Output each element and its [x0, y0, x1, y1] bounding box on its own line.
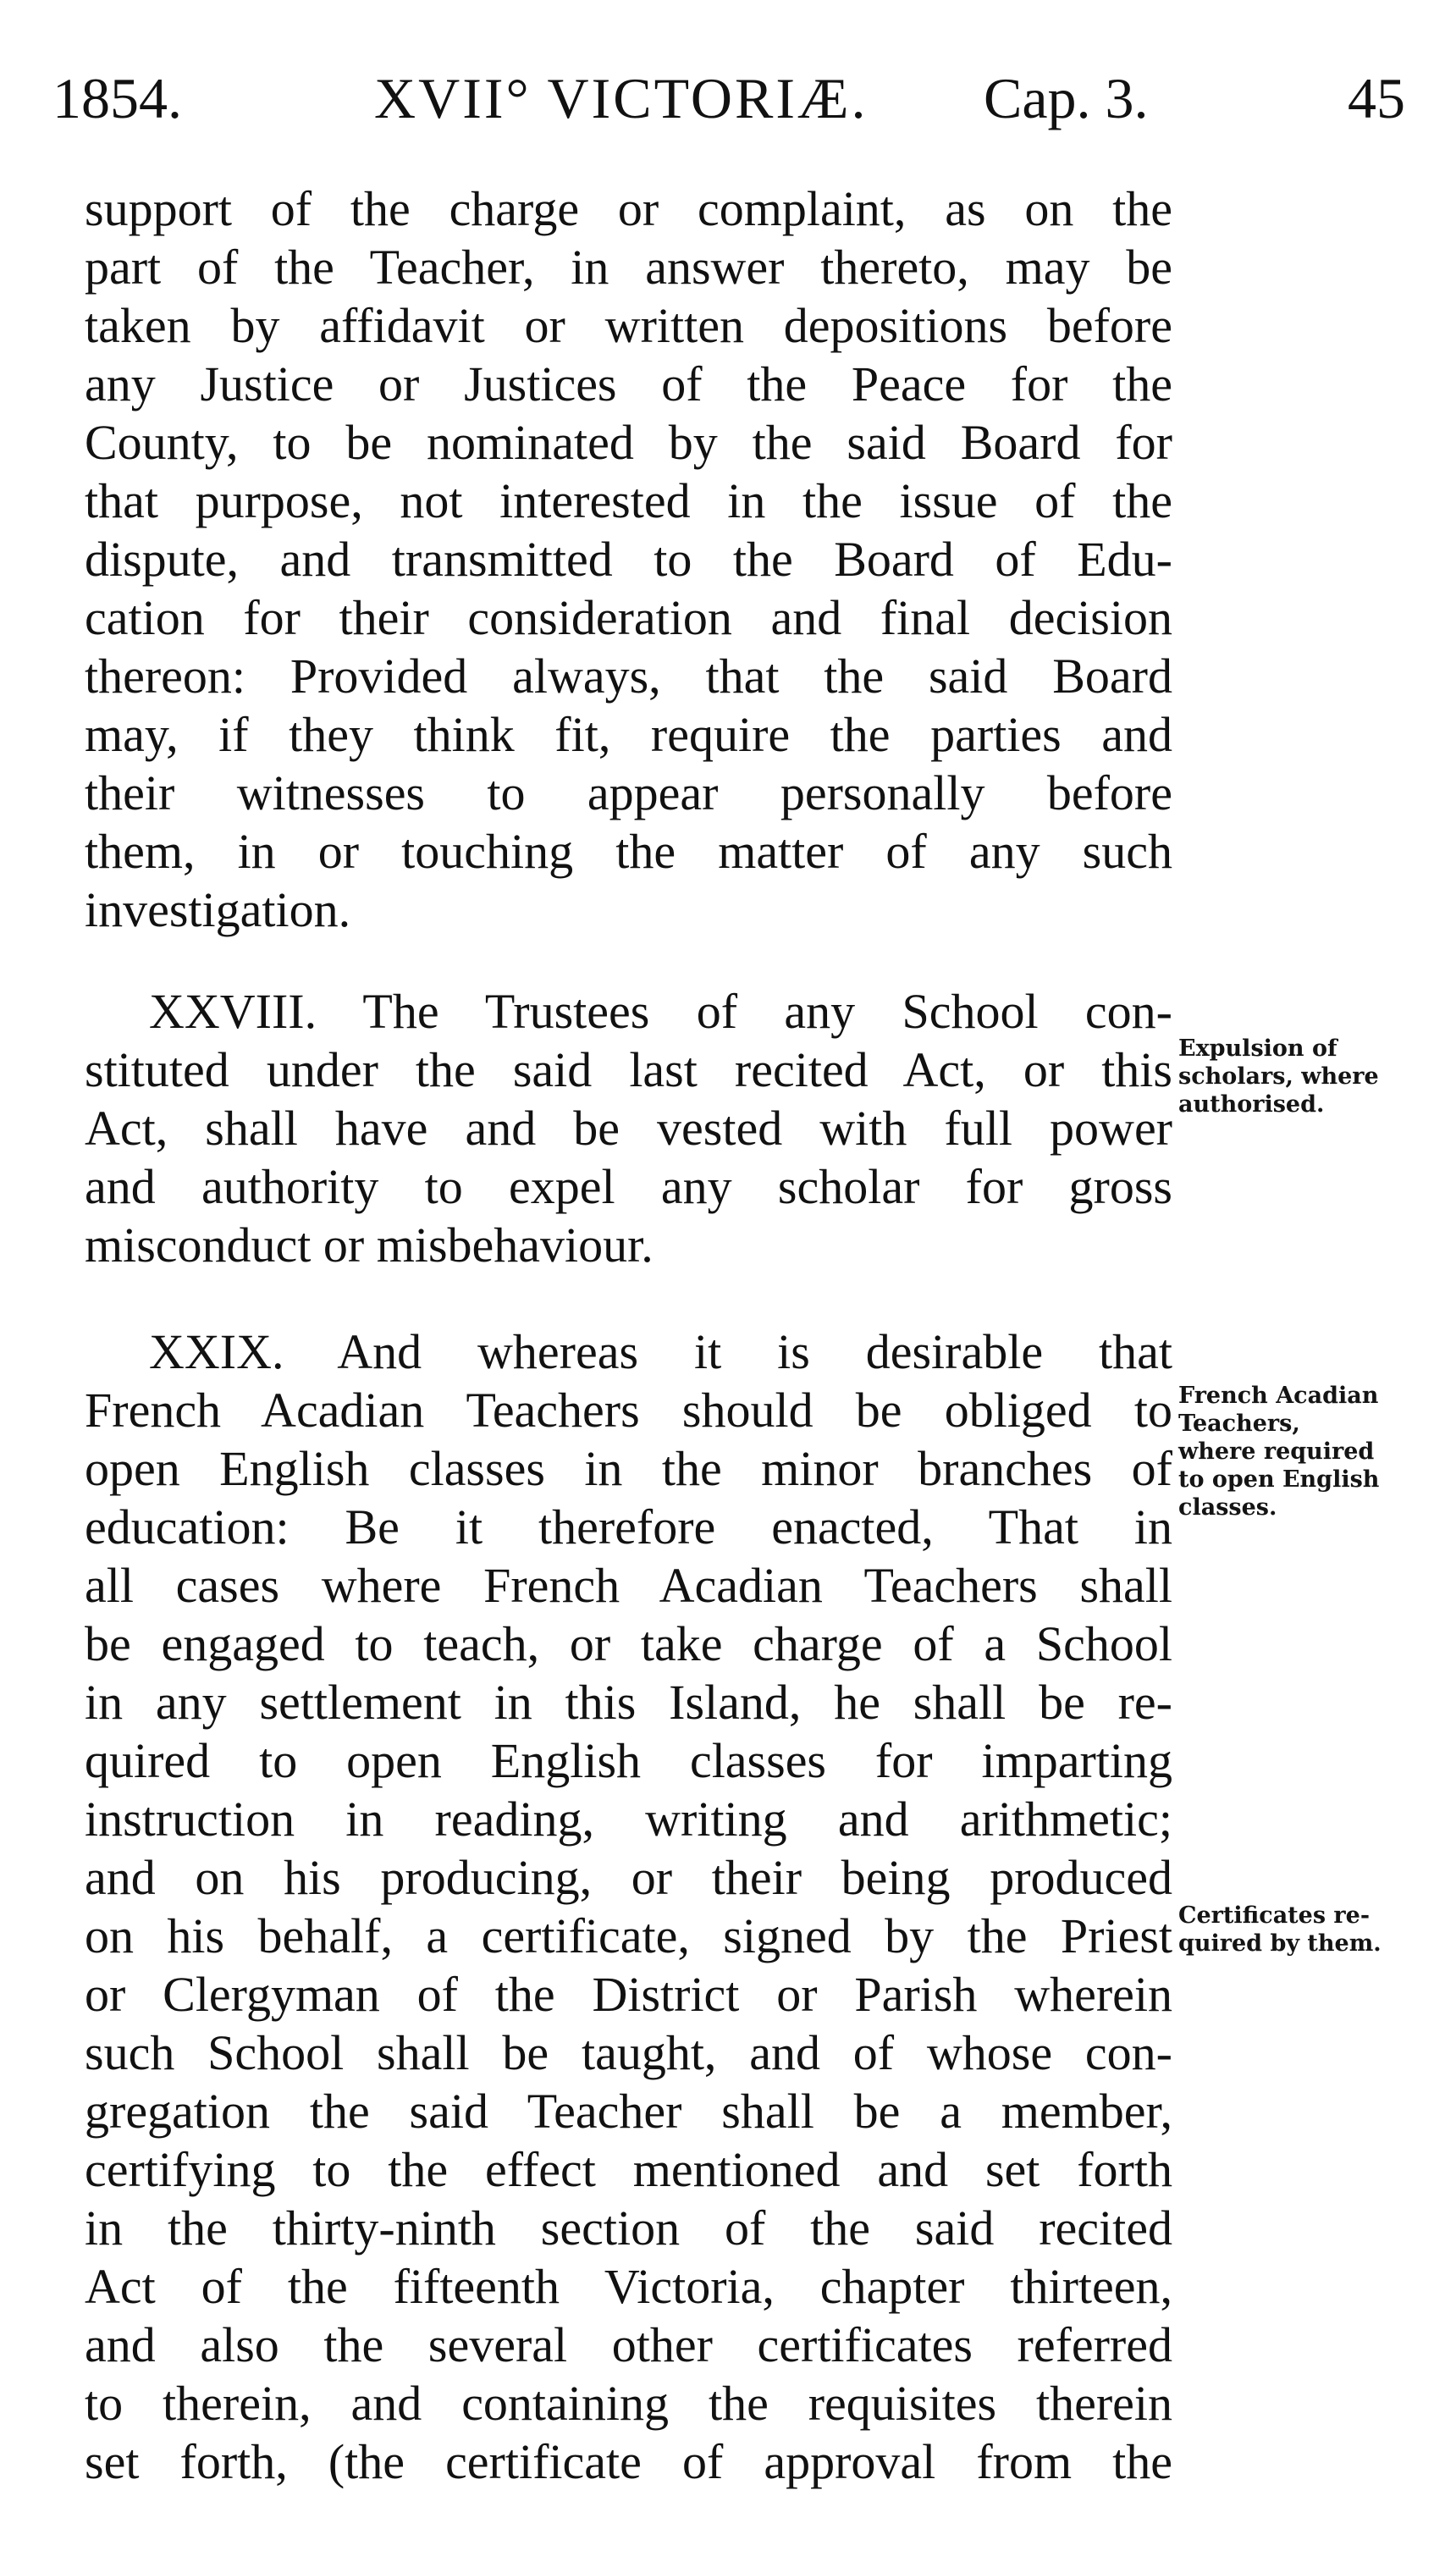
- header-title: XVII° VICTORIÆ.: [374, 66, 869, 130]
- text-line: XXIX. And whereas it is desirable that: [149, 1324, 1172, 1379]
- section-xxviii: [85, 982, 1172, 1274]
- text-line: and authority to expel any scholar for gross: [85, 1159, 1172, 1214]
- text-line: misconduct or misbehaviour.: [85, 1218, 654, 1273]
- margin-note-expulsion: [1178, 1035, 1441, 1118]
- text-line: gregation the said Teacher shall be a member,: [85, 2084, 1172, 2139]
- text-line: all cases where French Acadian Teachers shall: [85, 1558, 1172, 1613]
- margin-note-line: Certificates re-: [1178, 1902, 1371, 1929]
- margin-note-line: authorised.: [1178, 1091, 1325, 1118]
- margin-note-line: French Acadian: [1178, 1383, 1379, 1409]
- text-line: be engaged to teach, or take charge of a School: [85, 1616, 1172, 1671]
- text-line: them, in or touching the matter of any such: [85, 824, 1172, 879]
- text-line: may, if they think fit, require the parties and: [85, 707, 1172, 762]
- text-line: stituted under the said last recited Act, or this: [85, 1042, 1172, 1097]
- text-line: instruction in reading, writing and arithmetic;: [85, 1792, 1172, 1847]
- text-line: on his behalf, a certificate, signed by the Priest: [85, 1908, 1172, 1963]
- text-line: Act of the fifteenth Victoria, chapter thirteen,: [85, 2259, 1172, 2314]
- text-line: and also the several other certificates referred: [85, 2317, 1172, 2372]
- text-line: XXVIII. The Trustees of any School con-: [149, 984, 1172, 1039]
- margin-note-line: Teachers,: [1178, 1411, 1300, 1437]
- text-line: support of the charge or complaint, as on the: [85, 181, 1172, 236]
- margin-note-line: to open English: [1178, 1466, 1380, 1493]
- text-line: to therein, and containing the requisites therein: [85, 2376, 1172, 2431]
- section-xxix: [85, 1322, 1172, 2491]
- text-line: County, to be nominated by the said Board for: [85, 415, 1172, 470]
- text-line: set forth, (the certificate of approval from the: [85, 2434, 1172, 2489]
- text-line: taken by affidavit or written depositions before: [85, 298, 1172, 353]
- text-line: part of the Teacher, in answer thereto, may be: [85, 240, 1172, 295]
- text-line: in any settlement in this Island, he shall be re-: [85, 1675, 1172, 1730]
- text-line: cation for their consideration and final decision: [85, 590, 1172, 645]
- margin-note-line: Expulsion of: [1178, 1035, 1337, 1062]
- text-line: thereon: Provided always, that the said Board: [85, 649, 1172, 704]
- paragraph-continued: [85, 179, 1172, 939]
- text-line: French Acadian Teachers should be obliged to: [85, 1383, 1172, 1438]
- text-line: quired to open English classes for imparting: [85, 1733, 1172, 1788]
- text-line: in the thirty-ninth section of the said recited: [85, 2200, 1172, 2256]
- running-header: [52, 37, 1407, 130]
- text-line: education: Be it therefore enacted, That in: [85, 1499, 1172, 1554]
- text-line: that purpose, not interested in the issue of the: [85, 473, 1172, 528]
- text-line: open English classes in the minor branches of: [85, 1441, 1172, 1496]
- margin-note-certificates: [1178, 1902, 1441, 1957]
- text-line: Act, shall have and be vested with full power: [85, 1101, 1172, 1156]
- text-line: any Justice or Justices of the Peace for the: [85, 356, 1172, 411]
- margin-note-line: where required: [1178, 1438, 1375, 1465]
- text-line: investigation.: [85, 882, 351, 937]
- text-line: dispute, and transmitted to the Board of Edu-: [85, 532, 1172, 587]
- header-year: 1854.: [52, 66, 182, 130]
- text-line: and on his producing, or their being produced: [85, 1850, 1172, 1905]
- margin-note-line: classes.: [1178, 1494, 1277, 1521]
- text-line: such School shall be taught, and of whose con-: [85, 2025, 1172, 2080]
- margin-note-line: quired by them.: [1178, 1930, 1382, 1957]
- text-line: their witnesses to appear personally before: [85, 765, 1172, 820]
- page-number: 45: [1348, 66, 1405, 130]
- text-line: or Clergyman of the District or Parish wherein: [85, 1967, 1172, 2022]
- margin-note-french-teachers: [1178, 1382, 1441, 1521]
- header-chapter: Cap. 3.: [984, 66, 1149, 130]
- text-line: certifying to the effect mentioned and set forth: [85, 2142, 1172, 2197]
- margin-note-line: scholars, where: [1178, 1063, 1379, 1090]
